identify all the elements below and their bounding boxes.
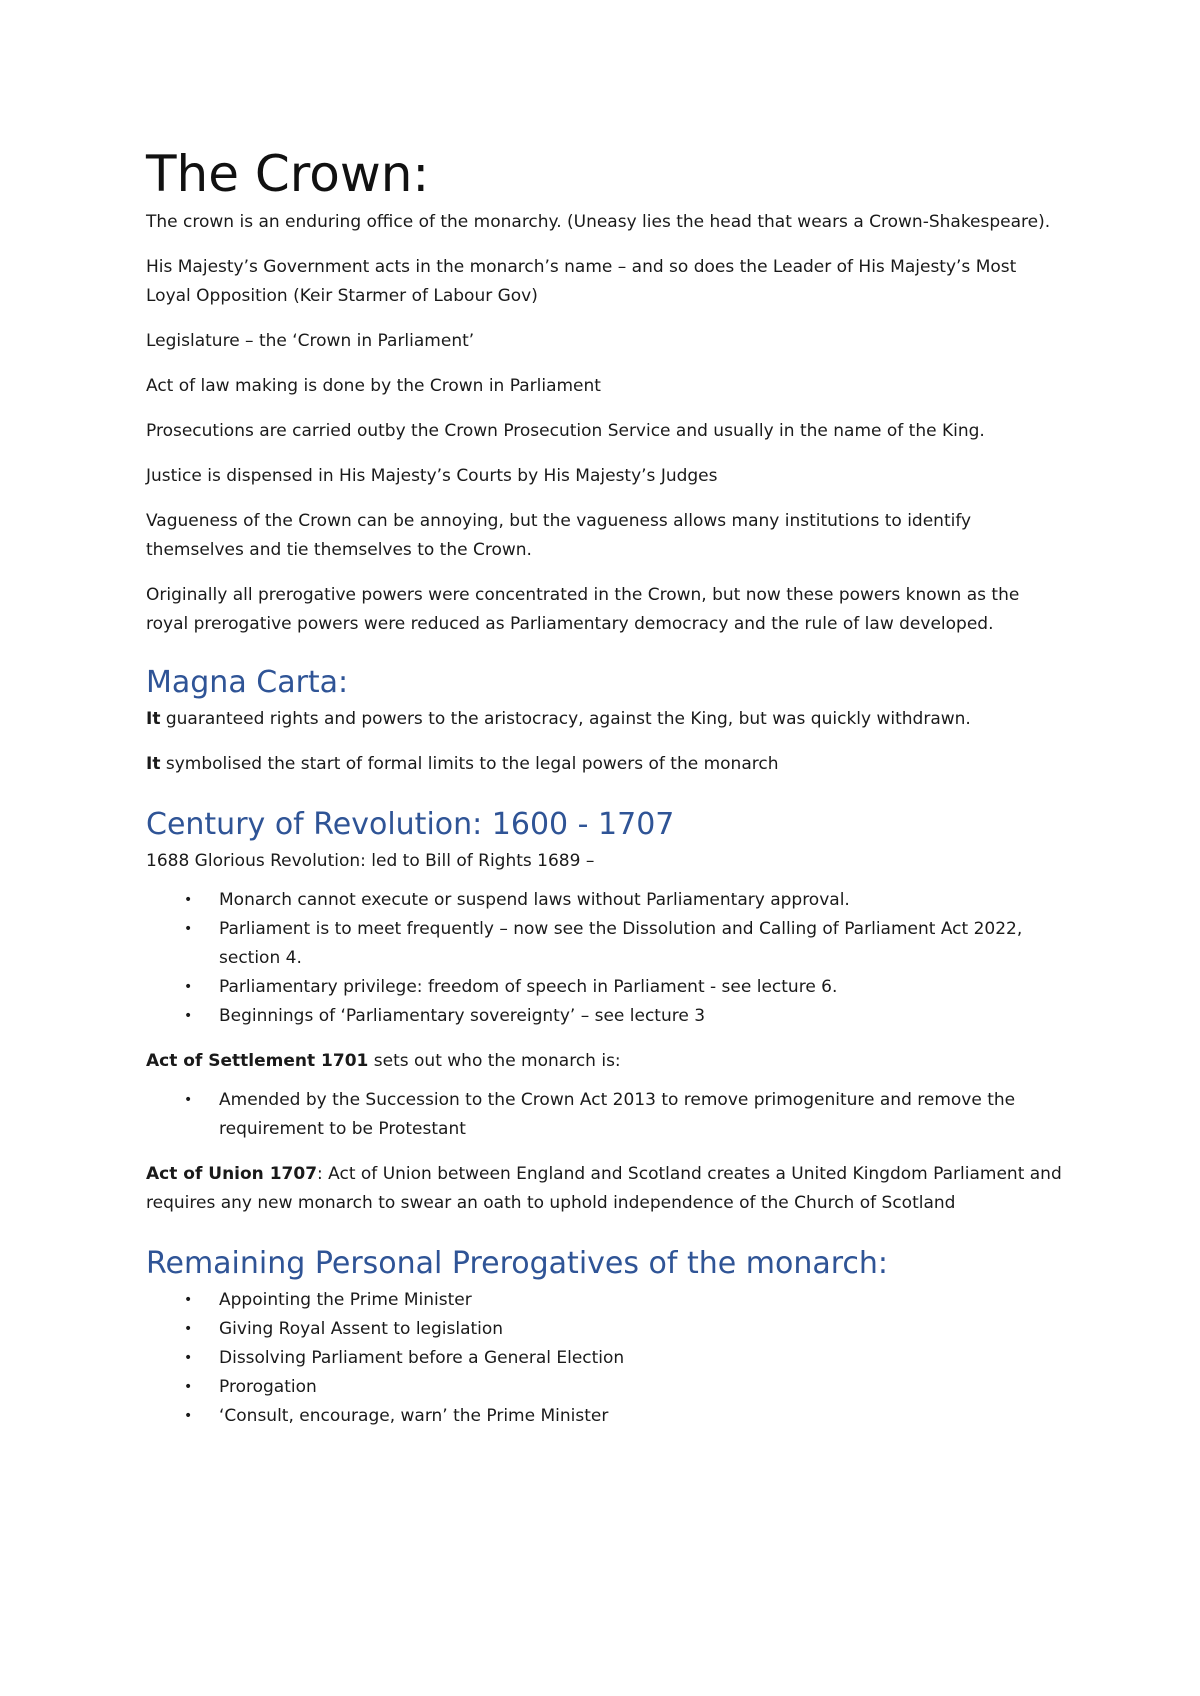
list-item-text: Appointing the Prime Minister bbox=[219, 1290, 472, 1310]
list-item bbox=[146, 1373, 1066, 1402]
list-item-text: Monarch cannot execute or suspend laws without Parliamentary approval. bbox=[219, 890, 850, 910]
document-body bbox=[146, 140, 1066, 1447]
bullet-icon: • bbox=[184, 892, 193, 908]
bullet-list bbox=[146, 886, 1066, 1031]
list-item bbox=[146, 886, 1066, 915]
list-item bbox=[146, 973, 1066, 1002]
paragraph bbox=[146, 705, 1066, 734]
paragraph: The crown is an enduring office of the monarchy. (Uneasy lies the head that wears a Crown-Shakespeare). bbox=[146, 212, 1051, 232]
bold-text: Act of Union 1707 bbox=[146, 1164, 318, 1184]
paragraph: Justice is dispensed in His Majesty’s Courts by His Majesty’s Judges bbox=[146, 466, 718, 486]
paragraph-text: sets out who the monarch is: bbox=[368, 1051, 621, 1071]
list-item-text: Prorogation bbox=[219, 1377, 317, 1397]
section-heading-century-of-revolution: Century of Revolution: 1600 - 1707 bbox=[146, 807, 675, 842]
paragraph: 1688 Glorious Revolution: led to Bill of Rights 1689 – bbox=[146, 851, 595, 871]
bullet-list bbox=[146, 1286, 1066, 1431]
list-item-text: Beginnings of ‘Parliamentary sovereignty’ – see lecture 3 bbox=[219, 1006, 706, 1026]
list-item bbox=[146, 1402, 1066, 1431]
paragraph-text: symbolised the start of formal limits to the legal powers of the monarch bbox=[160, 754, 779, 774]
paragraph: Act of law making is done by the Crown in Parliament bbox=[146, 376, 601, 396]
bullet-icon: • bbox=[184, 921, 193, 937]
list-item-text: Parliamentary privilege: freedom of speech in Parliament - see lecture 6. bbox=[219, 977, 838, 997]
bold-text: Act of Settlement 1701 bbox=[146, 1051, 369, 1071]
paragraph: Originally all prerogative powers were concentrated in the Crown, but now these powers known as the royal prerogative powers were reduced as Parliamentary democracy and the rule of law developed. bbox=[146, 585, 1020, 634]
list-item bbox=[146, 1086, 1066, 1144]
list-item-text: Parliament is to meet frequently – now see the Dissolution and Calling of Parliament Act 2022, section 4. bbox=[219, 919, 1023, 968]
page-title: The Crown: bbox=[146, 145, 430, 203]
list-item bbox=[146, 1002, 1066, 1031]
bold-text: It bbox=[146, 709, 161, 729]
list-item-text: Amended by the Succession to the Crown Act 2013 to remove primogeniture and remove the requirement to be Protestant bbox=[219, 1090, 1016, 1139]
paragraph-text: guaranteed rights and powers to the aristocracy, against the King, but was quickly withdrawn. bbox=[160, 709, 971, 729]
paragraph-text: : Act of Union between England and Scotland creates a United Kingdom Parliament and requires any new monarch to swear an oath to uphold independence of the Church of Scotland bbox=[146, 1164, 1062, 1213]
paragraph: Prosecutions are carried outby the Crown Prosecution Service and usually in the name of the King. bbox=[146, 421, 985, 441]
bullet-icon: • bbox=[184, 979, 193, 995]
paragraph bbox=[146, 1160, 1066, 1218]
section-heading-prerogatives: Remaining Personal Prerogatives of the monarch: bbox=[146, 1246, 889, 1281]
list-item-text: ‘Consult, encourage, warn’ the Prime Minister bbox=[219, 1406, 609, 1426]
bullet-icon: • bbox=[184, 1321, 193, 1337]
bullet-icon: • bbox=[184, 1350, 193, 1366]
list-item-text: Giving Royal Assent to legislation bbox=[219, 1319, 504, 1339]
list-item bbox=[146, 915, 1066, 973]
section-heading-magna-carta: Magna Carta: bbox=[146, 665, 349, 700]
list-item bbox=[146, 1315, 1066, 1344]
list-item-text: Dissolving Parliament before a General Election bbox=[219, 1348, 625, 1368]
bullet-icon: • bbox=[184, 1092, 193, 1108]
list-item bbox=[146, 1286, 1066, 1315]
paragraph bbox=[146, 1047, 1066, 1076]
paragraph: Vagueness of the Crown can be annoying, but the vagueness allows many institutions to identify themselves and tie themselves to the Crown. bbox=[146, 511, 972, 560]
paragraph: Legislature – the ‘Crown in Parliament’ bbox=[146, 331, 475, 351]
bullet-icon: • bbox=[184, 1008, 193, 1024]
bullet-icon: • bbox=[184, 1379, 193, 1395]
list-item bbox=[146, 1344, 1066, 1373]
bullet-icon: • bbox=[184, 1292, 193, 1308]
paragraph: His Majesty’s Government acts in the monarch’s name – and so does the Leader of His Majesty’s Most Loyal Opposition (Keir Starmer of Labour Gov) bbox=[146, 257, 1017, 306]
bullet-list bbox=[146, 1086, 1066, 1144]
paragraph bbox=[146, 750, 1066, 779]
bullet-icon: • bbox=[184, 1408, 193, 1424]
bold-text: It bbox=[146, 754, 161, 774]
